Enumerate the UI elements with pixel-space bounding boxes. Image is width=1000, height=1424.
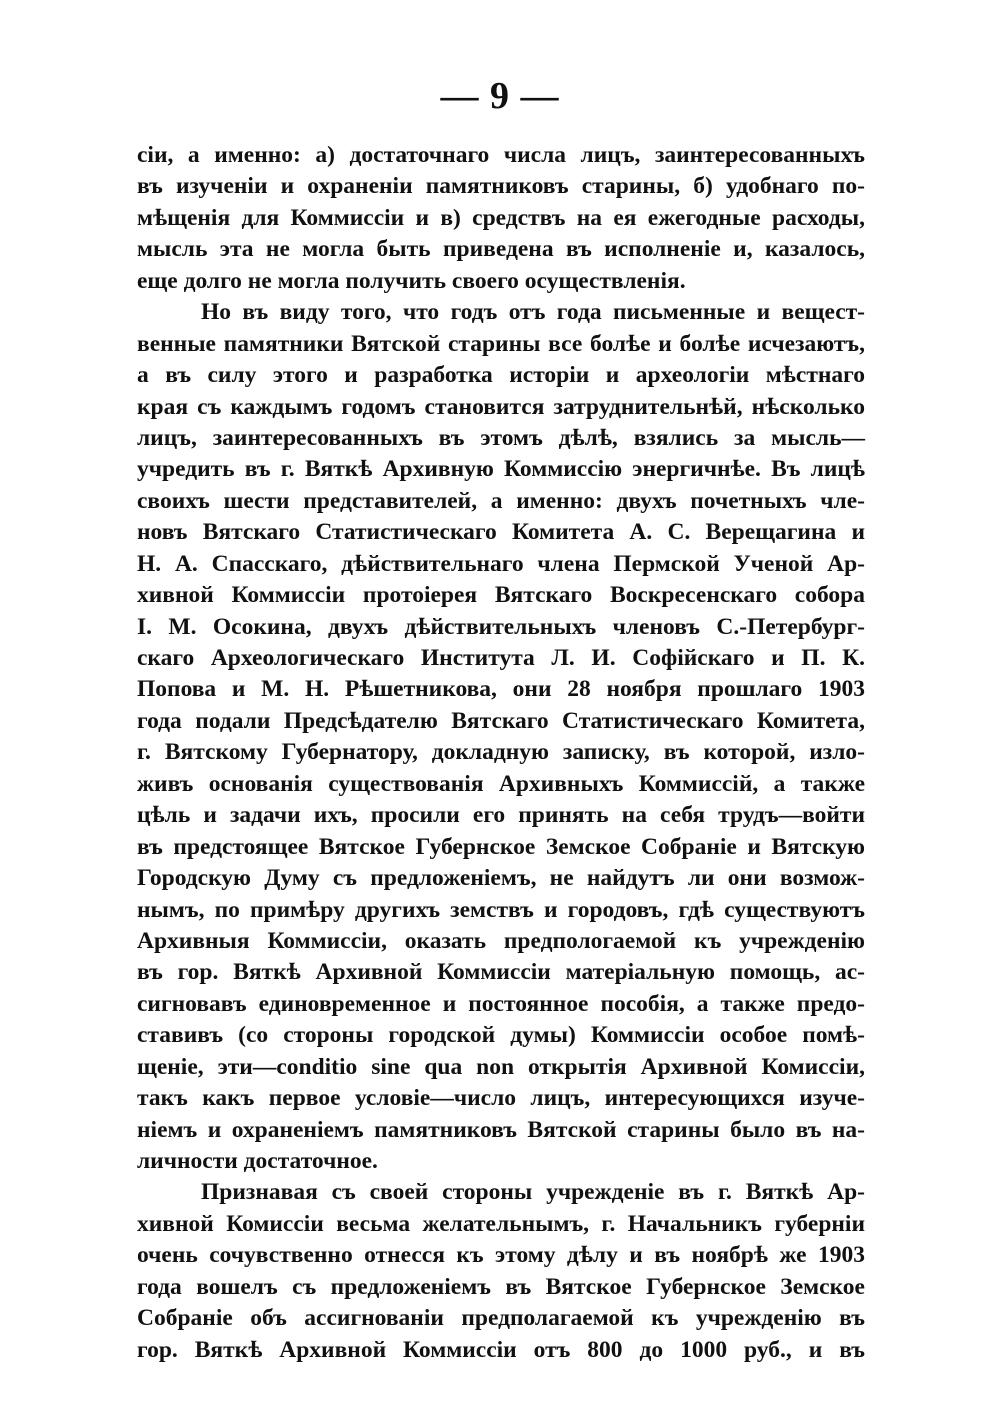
text-line: гор. Вяткѣ Архивной Коммиссіи отъ 800 до 1000 руб., и въ [137,1336,865,1363]
text-line: въ предстоящее Вятское Губернское Земское Собраніе и Вятскую [137,833,865,860]
text-line: Признавая съ своей стороны учрежденіе въ г. Вяткѣ Ар- [201,1179,865,1206]
text-line: хивной Коммиссіи протоіерея Вятскаго Воскресенскаго собора [137,582,865,609]
text-line: а въ силу этого и разработка исторіи и археологіи мѣстнаго [137,362,865,389]
text-line: Городскую Думу съ предложеніемъ, не найдутъ ли они возмож- [137,865,865,892]
text-line: І. М. Осокина, двухъ дѣйствительныхъ членовъ С.-Петербург- [137,613,865,640]
text-line: скаго Археологическаго Института Л. И. Софійскаго и П. К. [137,645,865,671]
text-line: въ гор. Вяткѣ Архивной Коммиссіи матеріальную помощь, ас- [137,959,865,986]
text-line: сигновавъ единовременное и постоянное пособія, а также предо- [137,990,865,1017]
text-line: очень сочувственно отнесся къ этому дѣлу и въ ноябрѣ же 1903 [137,1242,865,1269]
text-line: края съ каждымъ годомъ становится затруднительнѣй, нѣсколько [137,393,865,420]
text-line: венные памятники Вятской старины все болѣе и болѣе исчезаютъ, [137,330,865,357]
text-line: личности достаточное. [137,1148,378,1174]
text-line: новъ Вятскаго Статистическаго Комитета А. С. Верещагина и [137,519,865,546]
text-line: еще долго не могла получить своего осуществленія. [137,267,686,294]
text-line: живъ основанія существованія Архивныхъ Коммиссій, а также [137,770,865,797]
text-line: хивной Комиссіи весьма желательнымъ, г. Начальникъ губерніи [137,1210,865,1237]
text-line: г. Вятскому Губернатору, докладную записку, въ которой, изло- [137,739,865,766]
text-line: своихъ шести представителей, а именно: двухъ почетныхъ чле- [137,487,865,514]
text-line: учредить въ г. Вяткѣ Архивную Коммиссію энергичнѣе. Въ лицѣ [137,456,865,483]
text-line: Но въ виду того, что годъ отъ года письменные и вещест- [201,299,865,326]
text-line: Собраніе объ ассигнованіи предполагаемой къ учрежденію въ [137,1305,865,1332]
text-line: нымъ, по примѣру другихъ земствъ и городовъ, гдѣ существуютъ [137,896,865,923]
text-line: Н. А. Спасскаго, дѣйствительнаго члена Пермской Ученой Ар- [137,550,865,577]
paragraph-2 [137,297,865,1177]
text-line: въ изученіи и охраненіи памятниковъ старины, б) удобнаго по- [137,173,865,200]
text-line: лицъ, заинтересованныхъ въ этомъ дѣлѣ, взялись за мысль— [137,424,865,451]
text-line: мѣщенія для Коммиссіи и в) средствъ на ея ежегодные расходы, [137,204,865,231]
text-line: ставивъ (со стороны городской думы) Коммиссіи особое помѣ- [137,1022,865,1049]
text-line: мысль эта не могла быть приведена въ исполненіе и, казалось, [137,236,865,263]
text-line: цѣль и задачи ихъ, просили его принять на себя трудъ—войти [137,802,865,829]
page-number: — 9 — [440,75,560,117]
text-line: сіи, а именно: а) достаточнаго числа лицъ, заинтересованныхъ [137,142,865,168]
text-line: Архивныя Коммиссіи, оказать предпологаемой къ учрежденію [137,927,865,954]
text-line: года подали Предсѣдателю Вятскаго Статистическаго Комитета, [137,707,865,734]
text-line: года вошелъ съ предложеніемъ въ Вятское Губернское Земское [137,1273,865,1300]
text-line: ніемъ и охраненіемъ памятниковъ Вятской старины было въ на- [137,1116,865,1143]
text-body [137,140,865,1366]
paragraph-1 [137,140,865,297]
text-line: такъ какъ первое условіе—число лицъ, интересующихся изуче- [137,1085,865,1112]
paragraph-3 [137,1177,865,1366]
text-line: Попова и М. Н. Рѣшетникова, они 28 ноября прошлаго 1903 [137,676,865,703]
text-line: щеніе, эти—conditio sine qua non открытія Архивной Комиссіи, [137,1053,865,1080]
